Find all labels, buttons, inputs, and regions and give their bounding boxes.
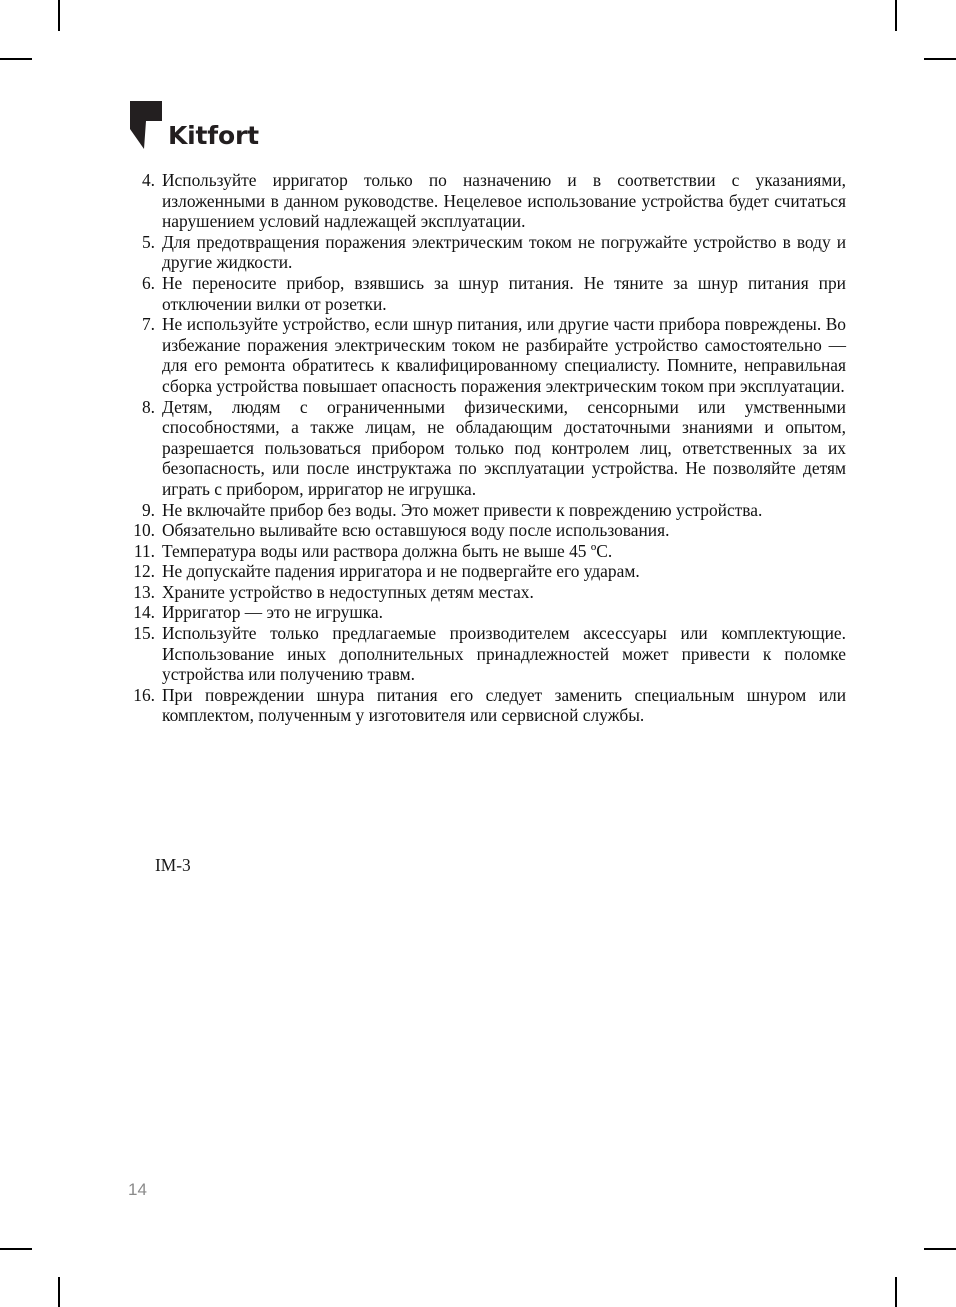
list-item-text: Для предотвращения поражения электрическим током не погружайте устройство в воду и другие жидкости. bbox=[162, 231, 846, 273]
list-item bbox=[128, 561, 846, 582]
list-item-marker: 6. bbox=[141, 272, 155, 293]
crop-mark-top-right-vertical bbox=[895, 0, 897, 31]
model-code: IM-3 bbox=[155, 855, 191, 875]
list-item bbox=[128, 541, 846, 562]
crop-mark-top-left-vertical bbox=[58, 0, 60, 31]
list-item-text: Не переносите прибор, взявшись за шнур питания. Не тяните за шнур питания при отключении вилки от розетки. bbox=[162, 272, 846, 314]
list-item bbox=[128, 500, 846, 521]
list-item-marker: 7. bbox=[141, 314, 155, 335]
list-item-marker: 10. bbox=[133, 520, 155, 541]
list-item-text: Детям, людям с ограниченными физическими, сенсорными или умственными способностями, а также лицам, не обладающим достаточными знаниями и опытом, разрешается пользоваться прибором только под контролем лиц, ответственных за их безопасность, или после инструктажа по эксплуатации устройства. Не позволяйте детям играть с прибором, ирригатор не игрушка. bbox=[162, 396, 846, 499]
list-item bbox=[128, 623, 846, 685]
list-item bbox=[128, 685, 846, 726]
list-item-marker: 4. bbox=[141, 170, 155, 190]
list-item bbox=[128, 582, 846, 603]
list-item bbox=[128, 170, 846, 232]
list-item bbox=[128, 273, 846, 314]
list-item-text: Не используйте устройство, если шнур питания, или другие части прибора повреждены. Во избежание поражения электрическим током не разбирайте устройство самостоятельно — для его ремонта обратитесь к квалифицированному специалисту. Помните, неправильная сборка устройства повышает опасность поражения электрическим током при эксплуатации. bbox=[162, 314, 846, 396]
list-item-text: Используйте ирригатор только по назначению и в соответствии с указаниями, изложенными в данном руководстве. Нецелевое использование устройства будет считаться нарушением условий надлежащей эксплуатации. bbox=[162, 170, 846, 232]
list-item-text: Ирригатор — это не игрушка. bbox=[162, 602, 383, 623]
list-item-marker: 15. bbox=[133, 623, 155, 644]
list-item-text: Не включайте прибор без воды. Это может привести к повреждению устройства. bbox=[162, 499, 763, 520]
list-item-marker: 5. bbox=[141, 231, 155, 252]
crop-mark-bottom-left-horizontal bbox=[0, 1248, 32, 1250]
list-item-text: При повреждении шнура питания его следует заменить специальным шнуром или комплектом, полученным у изготовителя или сервисной службы. bbox=[162, 684, 846, 726]
list-item-marker: 12. bbox=[133, 561, 155, 582]
kitfort-flag-mark-icon bbox=[128, 99, 164, 151]
crop-mark-bottom-left-vertical bbox=[58, 1277, 60, 1307]
list-item bbox=[128, 314, 846, 396]
list-item-marker: 9. bbox=[141, 499, 155, 520]
list-item bbox=[128, 520, 846, 541]
list-item-text: Храните устройство в недоступных детям местах. bbox=[162, 581, 534, 602]
list-item-text: Обязательно выливайте всю оставшуюся воду после использования. bbox=[162, 520, 670, 541]
list-item bbox=[128, 602, 846, 623]
list-item bbox=[128, 232, 846, 273]
list-item-marker: 14. bbox=[133, 602, 155, 623]
list-item-marker: 16. bbox=[133, 684, 155, 705]
safety-instructions-list bbox=[128, 170, 846, 726]
list-item-text: Температура воды или раствора должна быть не выше 45 ºС. bbox=[162, 540, 613, 561]
page-number: 14 bbox=[128, 1180, 147, 1199]
crop-mark-bottom-right-horizontal bbox=[924, 1248, 956, 1250]
crop-mark-top-left-horizontal bbox=[0, 58, 32, 60]
list-item-marker: 11. bbox=[133, 540, 155, 561]
crop-mark-bottom-right-vertical bbox=[895, 1277, 897, 1307]
list-item-text: Используйте только предлагаемые производителем аксессуары или комплектующие. Использование иных дополнительных принадлежностей может привести к поломке устройства или получению травм. bbox=[162, 623, 846, 685]
brand-logo bbox=[128, 99, 259, 151]
brand-wordmark: Kitfort bbox=[168, 121, 259, 150]
list-item-text: Не допускайте падения ирригатора и не подвергайте его ударам. bbox=[162, 561, 640, 582]
crop-mark-top-right-horizontal bbox=[924, 58, 956, 60]
list-item-marker: 13. bbox=[133, 581, 155, 602]
list-item bbox=[128, 397, 846, 500]
list-item-marker: 8. bbox=[141, 396, 155, 417]
